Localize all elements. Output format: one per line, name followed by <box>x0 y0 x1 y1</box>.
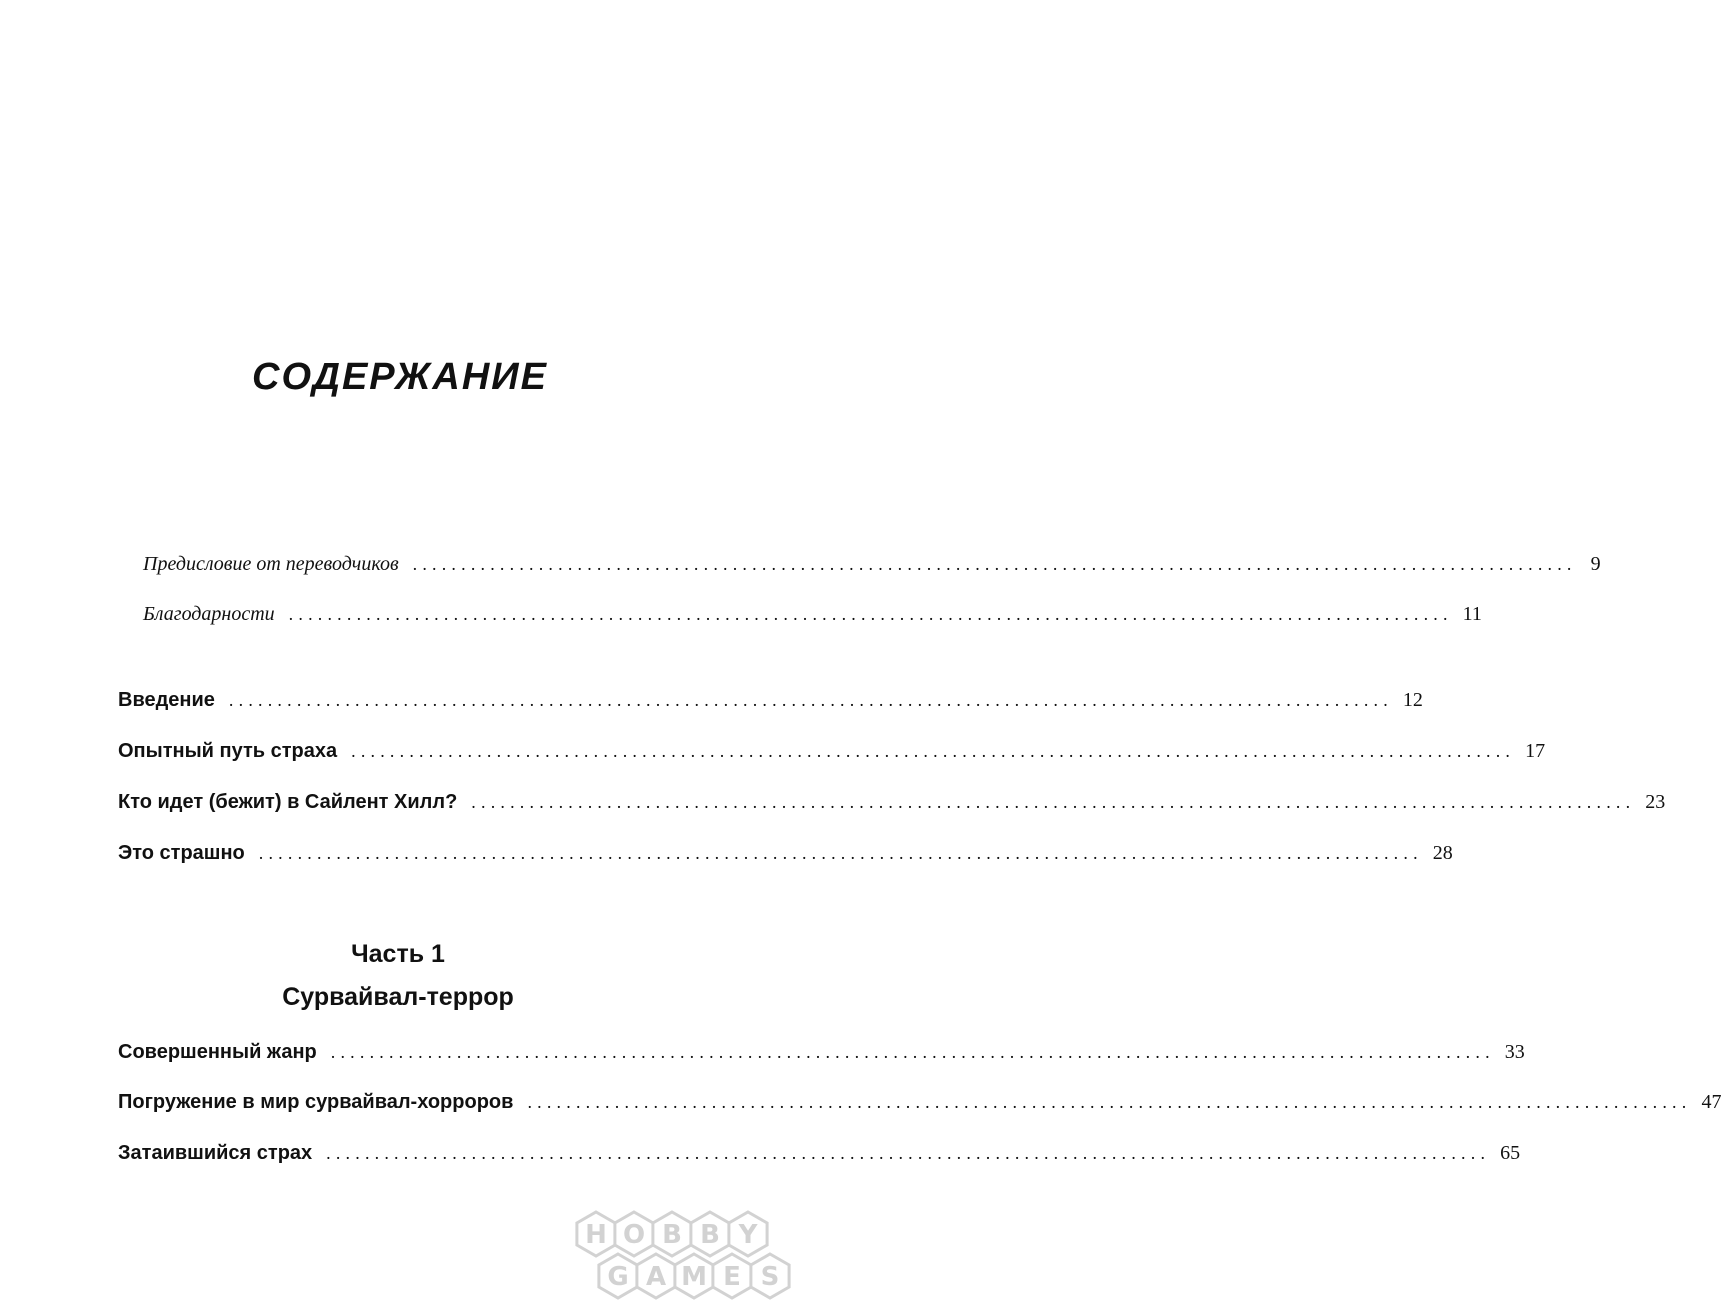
toc-entry-label: Предисловие от переводчиков <box>143 553 399 575</box>
toc-entry-label: Кто идет (бежит) в Сайлент Хилл? <box>118 791 458 813</box>
toc-entry-fear-path <box>118 735 1546 767</box>
watermark-line2-hex-1 <box>637 1254 675 1298</box>
toc-entry-silent-hill <box>118 786 1666 818</box>
watermark-line1-hex-1 <box>615 1212 653 1256</box>
watermark-line1-letter: B <box>700 1220 720 1250</box>
toc-entry-label: Затаившийся страх <box>118 1142 313 1164</box>
page-title: СОДЕРЖАНИЕ <box>252 356 548 398</box>
watermark-line2-hex-4 <box>751 1254 789 1298</box>
toc-entry-perfect-genre <box>118 1036 1525 1068</box>
dot-leader: ........................................................................................................................ <box>527 1092 1692 1112</box>
toc-entry-label: Это страшно <box>118 842 245 864</box>
part-title: Сурвайвал-террор <box>282 983 514 1011</box>
dot-leader: ........................................................................................................................ <box>351 741 1516 761</box>
toc-entry-acknowledgements <box>143 598 1482 630</box>
dot-leader: ........................................................................................................................ <box>258 843 1423 863</box>
watermark-line2-hex-0 <box>599 1254 637 1298</box>
toc-entry-label: Благодарности <box>143 603 275 625</box>
watermark-line2-hex-3 <box>713 1254 751 1298</box>
toc-entry-introduction <box>118 684 1423 716</box>
watermark-line2-letter: S <box>760 1262 780 1292</box>
toc-entry-label: Совершенный жанр <box>118 1041 317 1063</box>
watermark-line2-letter: A <box>645 1262 667 1292</box>
toc-entry-immersion <box>118 1086 1721 1118</box>
toc-entry-page: 12 <box>1402 689 1423 711</box>
toc-entry-page: 17 <box>1525 740 1546 762</box>
toc-entry-page: 65 <box>1500 1142 1521 1164</box>
watermark-line1-letter: H <box>585 1220 607 1250</box>
toc-entry-page: 11 <box>1462 603 1482 625</box>
toc-entry-label: Опытный путь страха <box>118 740 338 762</box>
toc-entry-page: 33 <box>1504 1041 1525 1063</box>
dot-leader: ........................................................................................................................ <box>326 1143 1491 1163</box>
toc-entry-label: Введение <box>118 689 215 711</box>
toc-entry-page: 23 <box>1645 791 1666 813</box>
watermark-line2-letter: E <box>723 1262 741 1292</box>
dot-leader: ........................................................................................................................ <box>471 792 1636 812</box>
watermark-line1-hex-0 <box>577 1212 615 1256</box>
hobby-games-watermark-logo <box>572 1210 832 1306</box>
toc-entry-page: 9 <box>1590 553 1601 575</box>
watermark-line1-letter: Y <box>738 1220 758 1250</box>
watermark-line2-letter: M <box>681 1262 707 1292</box>
toc-entry-hidden-fear <box>118 1137 1521 1169</box>
watermark-line2-letter: G <box>607 1262 629 1292</box>
watermark-line1-hex-2 <box>653 1212 691 1256</box>
dot-leader: ........................................................................................................................ <box>228 690 1393 710</box>
watermark-line1-hex-4 <box>729 1212 767 1256</box>
dot-leader: ........................................................................................................................ <box>288 604 1453 624</box>
watermark-line1-letter: O <box>622 1220 646 1250</box>
watermark-line1-letter: B <box>662 1220 682 1250</box>
toc-entry-label: Погружение в мир сурвайвал-хорроров <box>118 1091 514 1113</box>
dot-leader: ........................................................................................................................ <box>412 554 1577 574</box>
toc-entry-page: 47 <box>1701 1091 1721 1113</box>
toc-entry-page: 28 <box>1432 842 1453 864</box>
dot-leader: ........................................................................................................................ <box>330 1042 1495 1062</box>
watermark-line1-hex-3 <box>691 1212 729 1256</box>
part-number: Часть 1 <box>351 940 445 968</box>
toc-entry-foreword <box>143 548 1601 580</box>
toc-entry-its-scary <box>118 837 1453 869</box>
watermark-line2-hex-2 <box>675 1254 713 1298</box>
